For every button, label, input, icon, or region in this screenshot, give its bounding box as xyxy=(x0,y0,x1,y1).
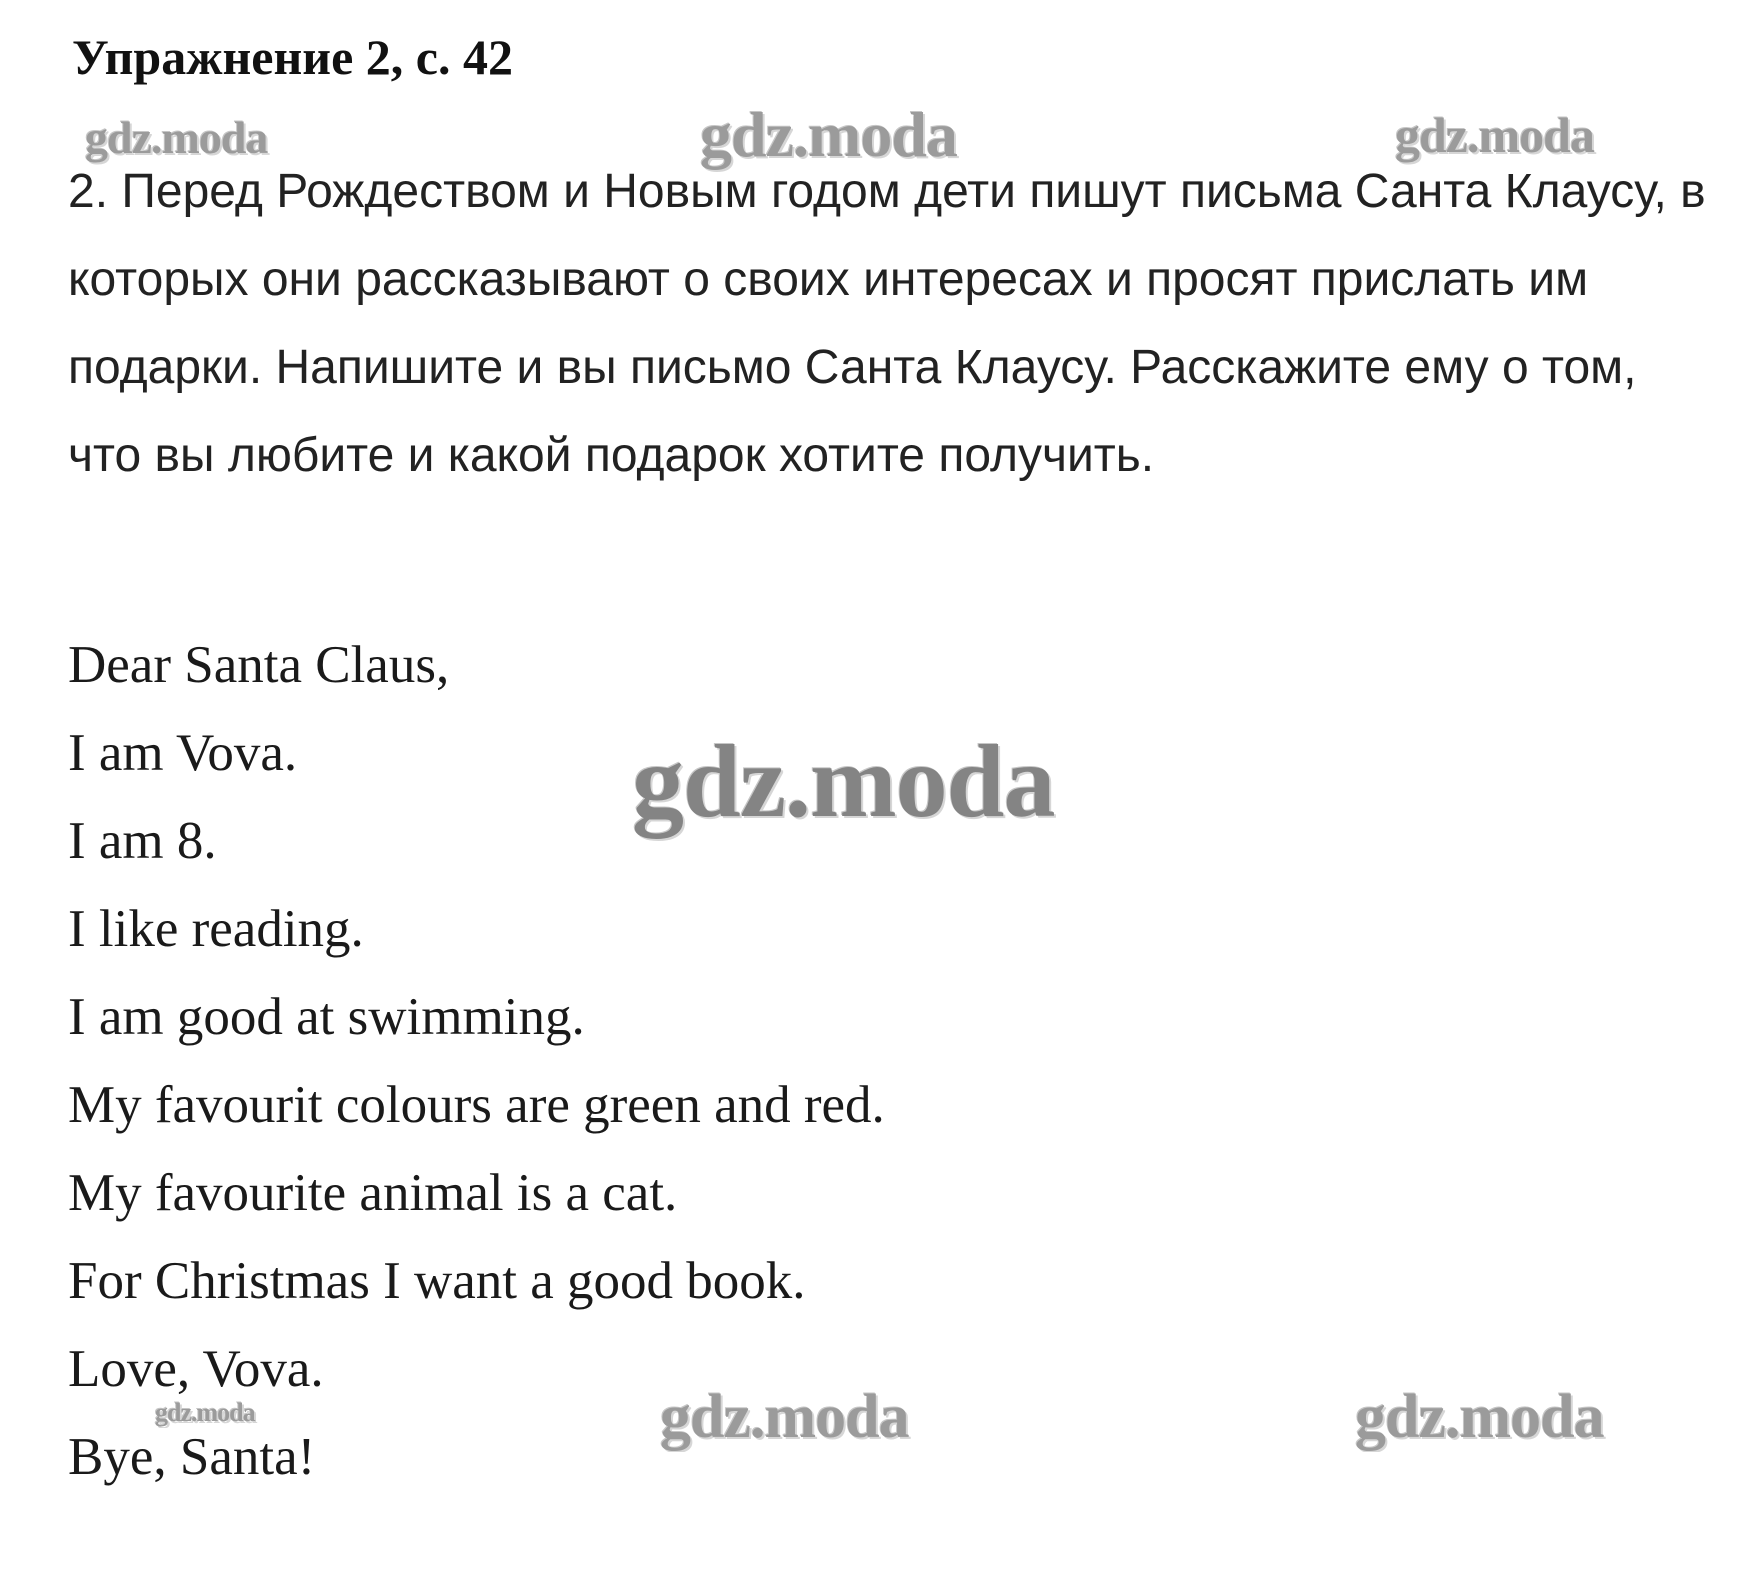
letter-line: For Christmas I want a good book. xyxy=(68,1252,806,1310)
watermark: gdz.moda xyxy=(1395,107,1594,163)
watermark: gdz.moda xyxy=(1355,1383,1604,1451)
watermark: gdz.moda xyxy=(700,99,957,170)
letter-line: I like reading. xyxy=(68,900,364,958)
watermark: gdz.moda xyxy=(85,112,268,163)
task-description: 2. Перед Рождеством и Новым годом дети пишут письма Санта Клаусу, в которых они рассказывают о своих интересах и просят прислать им подарки. Напишите и вы письмо Санта Клаусу. Расскажите ему о том, что вы любите и какой подарок хотите получить. xyxy=(68,165,1706,482)
letter-text xyxy=(68,621,885,1501)
letter-line: Bye, Santa! xyxy=(68,1428,316,1486)
watermark: gdz.moda xyxy=(660,1383,909,1451)
letter-line: I am Vova. xyxy=(68,724,298,782)
letter-line: Love, Vova. xyxy=(68,1340,324,1398)
watermark: gdz.moda xyxy=(632,724,1055,839)
letter-line: I am good at swimming. xyxy=(68,988,585,1046)
letter-line: My favourite animal is a cat. xyxy=(68,1164,678,1222)
letter-line: My favourit colours are green and red. xyxy=(68,1076,885,1134)
exercise-heading: Упражнение 2, с. 42 xyxy=(72,29,513,85)
letter-line: I am 8. xyxy=(68,812,217,870)
watermark: gdz.moda xyxy=(155,1398,255,1427)
letter-line: Dear Santa Claus, xyxy=(68,636,450,694)
